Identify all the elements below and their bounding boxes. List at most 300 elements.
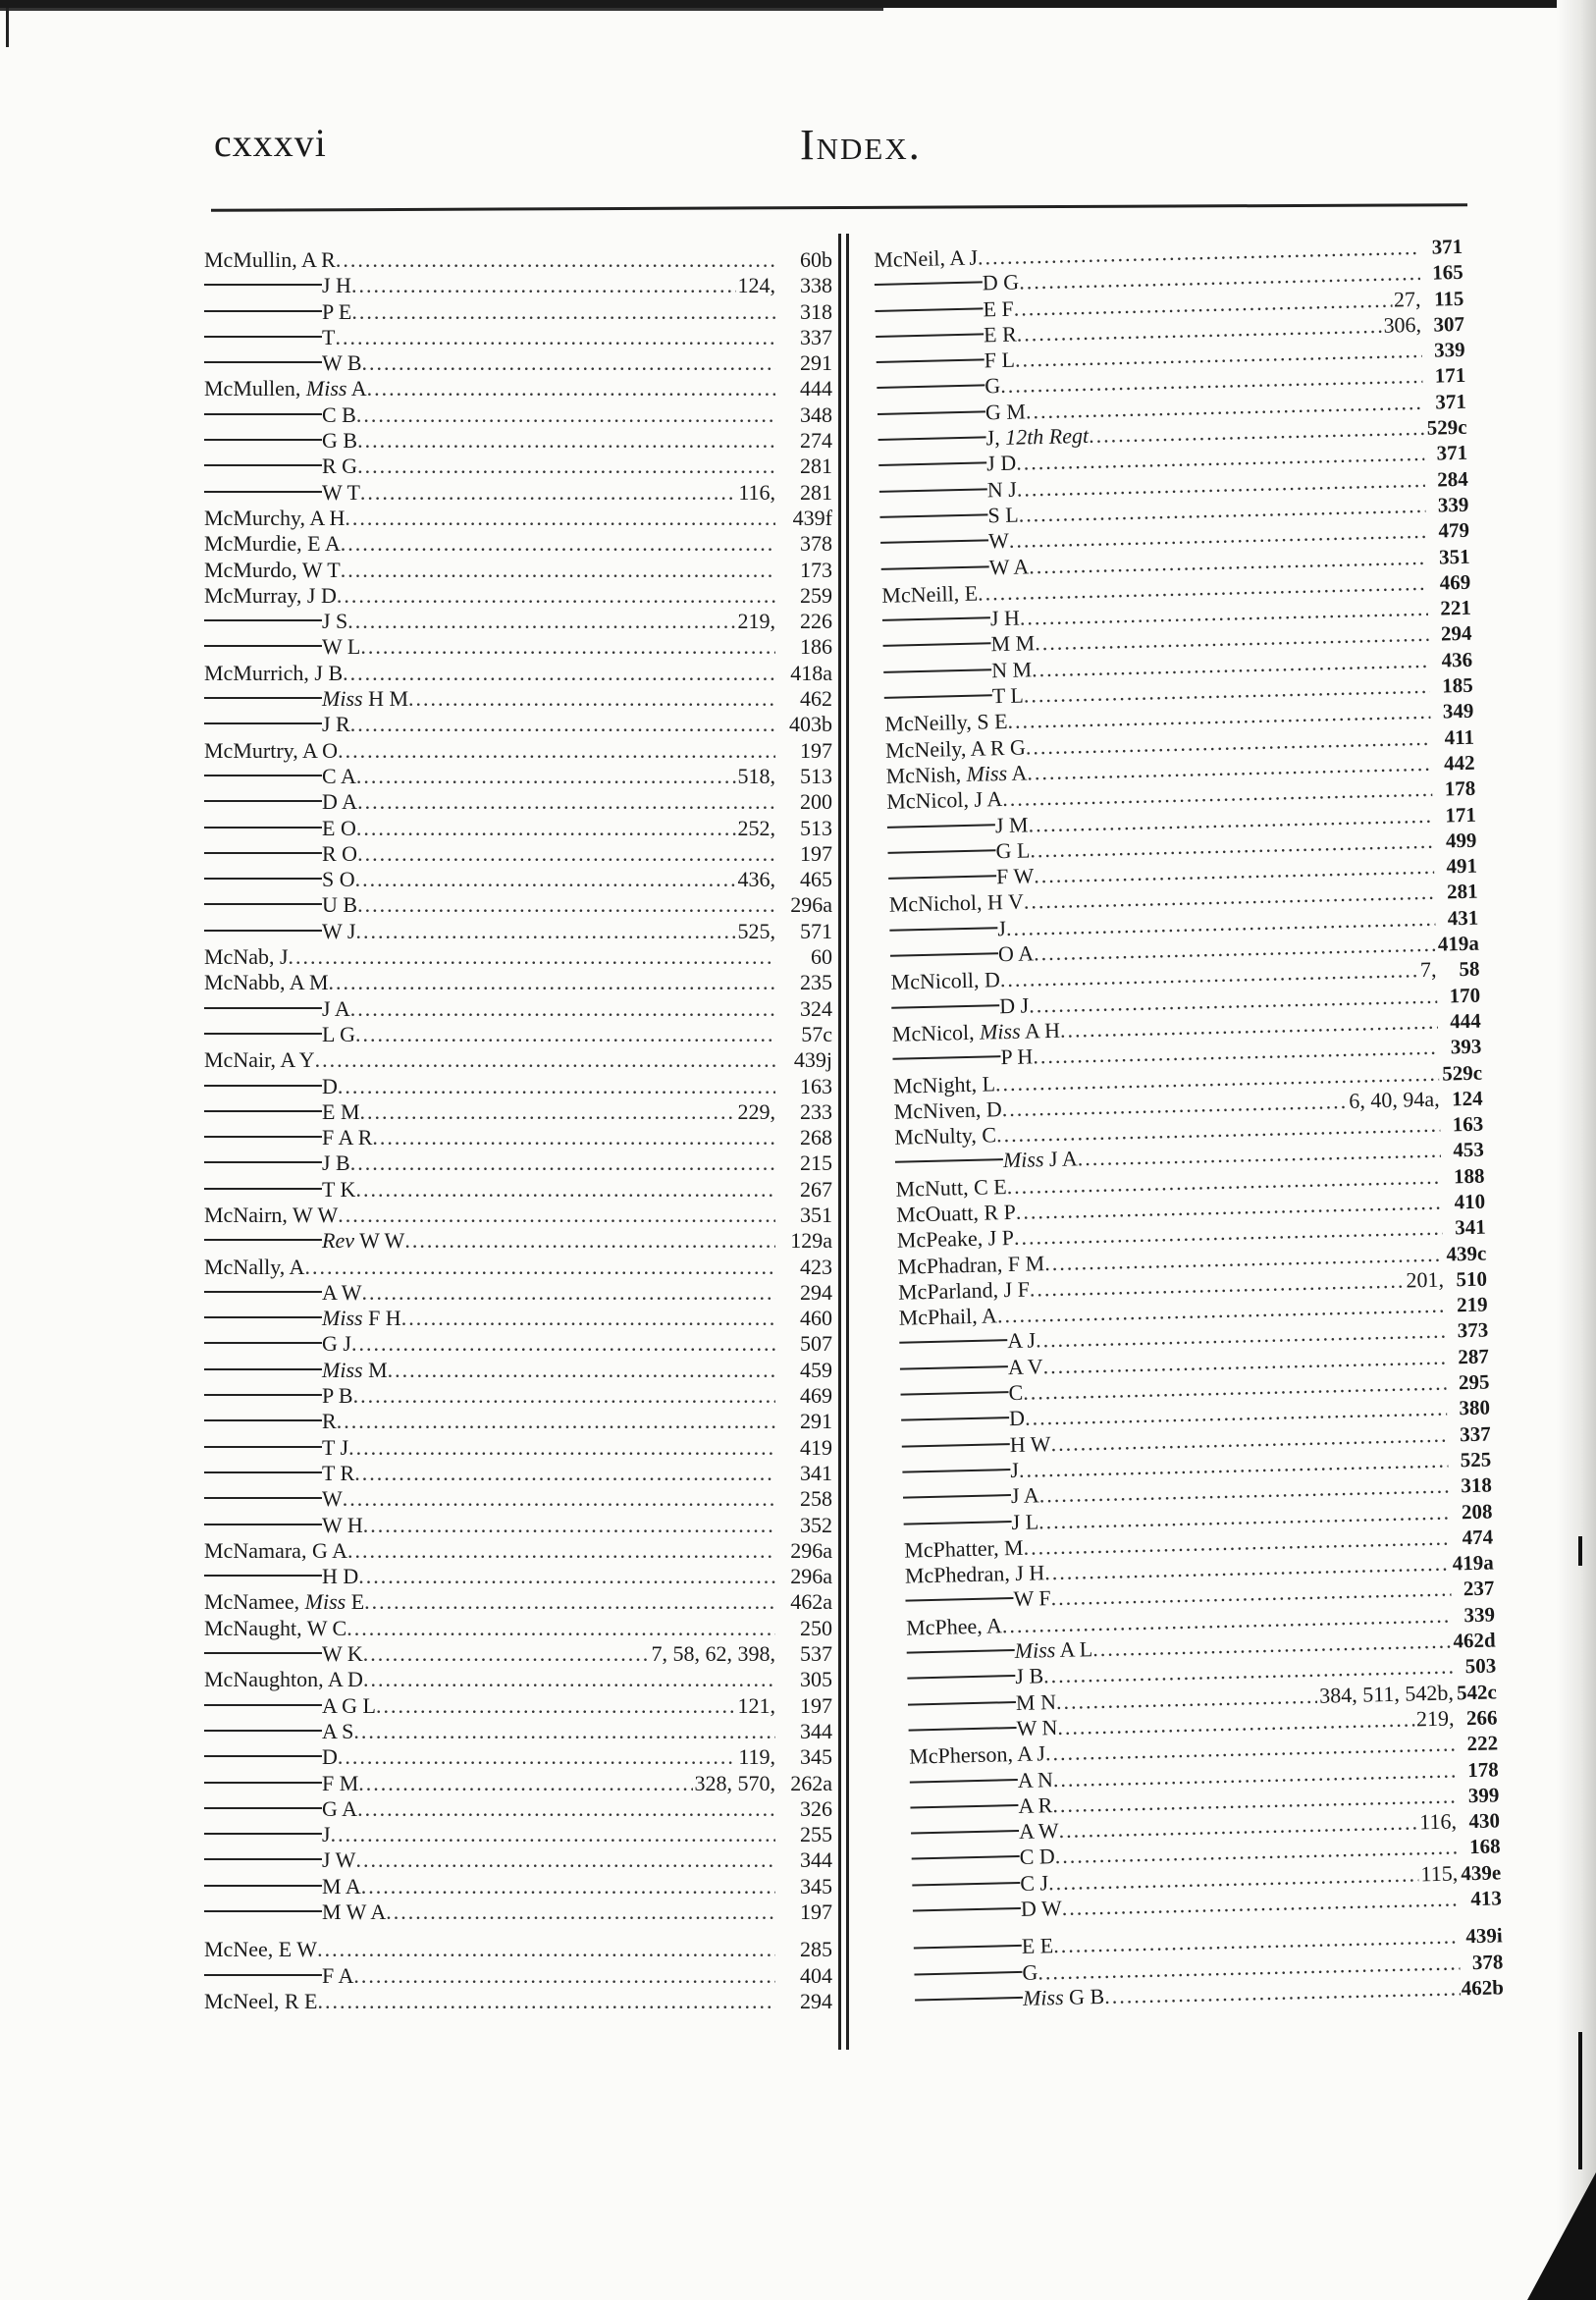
ditto-rule — [878, 410, 985, 415]
dot-leader — [338, 1074, 775, 1099]
entry-page: 351 — [800, 1202, 832, 1227]
entry-page: 262a — [790, 1770, 832, 1795]
index-entry — [204, 1203, 832, 1228]
index-entry — [204, 1022, 832, 1047]
entry-page: 60 — [811, 944, 832, 970]
ditto-rule — [912, 1882, 1020, 1887]
entry-page: 513 — [800, 815, 832, 840]
entry-page: 537 — [800, 1641, 832, 1667]
entry-extra-pages: 436, — [737, 867, 775, 892]
dot-leader — [351, 1331, 775, 1357]
entry-page: 281 — [800, 479, 832, 505]
index-entry — [204, 428, 832, 454]
entry-page: 525 — [1460, 1447, 1492, 1472]
binding-mark — [6, 8, 9, 47]
index-entry — [204, 1255, 832, 1280]
ditto-rule — [204, 645, 322, 647]
entry-name: U B — [322, 892, 358, 918]
entry-page: 349 — [1442, 699, 1474, 723]
entry-name: M N — [1015, 1688, 1057, 1715]
entry-page: 188 — [1453, 1163, 1485, 1189]
ditto-rule — [204, 310, 322, 312]
entry-name: Miss F H — [322, 1306, 401, 1331]
ditto-rule — [204, 878, 322, 880]
entry-page: 168 — [1468, 1834, 1501, 1859]
ditto-rule — [882, 616, 990, 621]
ditto-rule — [204, 930, 322, 932]
entry-page: 503 — [1464, 1653, 1497, 1679]
entry-page: 291 — [800, 1409, 832, 1434]
entry-page: 542c — [1456, 1680, 1498, 1705]
entry-extra-pages: 116, — [738, 479, 775, 505]
ditto-rule — [204, 439, 322, 441]
entry-name: J — [997, 915, 1007, 940]
dot-leader — [357, 841, 775, 867]
dot-leader — [360, 634, 775, 660]
entry-page: 404 — [800, 1962, 832, 1988]
entry-page: 344 — [800, 1718, 832, 1743]
entry-name: McNair, A Y — [204, 1047, 315, 1073]
binding-mark — [1578, 1536, 1582, 1566]
dot-leader — [343, 661, 775, 686]
entry-name: W — [987, 528, 1010, 554]
dot-leader — [355, 1022, 775, 1047]
dot-leader — [376, 1693, 736, 1719]
dot-leader — [331, 1822, 775, 1847]
entry-name: McPhail, A — [898, 1303, 998, 1330]
entry-page: 281 — [1446, 880, 1478, 904]
entry-page: 380 — [1459, 1395, 1491, 1420]
dot-leader — [345, 506, 775, 531]
entry-extra-pages: 201, — [1406, 1266, 1445, 1293]
entry-name: McMullen, Miss A — [204, 376, 367, 401]
ditto-rule — [204, 464, 322, 466]
dot-leader — [317, 1989, 775, 2014]
entry-page: 324 — [800, 995, 832, 1021]
ditto-rule — [879, 513, 987, 518]
entry-name: McMurray, J D — [204, 582, 337, 608]
entry-page: 453 — [1453, 1137, 1485, 1162]
index-entry — [204, 996, 832, 1022]
entry-page: 399 — [1467, 1783, 1500, 1807]
index-entry — [204, 480, 832, 506]
dot-leader — [357, 1796, 775, 1822]
ditto-rule — [204, 1575, 322, 1577]
index-entry — [204, 1744, 832, 1770]
entry-name: G J — [322, 1331, 351, 1357]
dot-leader — [289, 944, 775, 970]
ditto-rule — [204, 1524, 322, 1525]
entry-page: 499 — [1445, 828, 1477, 853]
dot-leader — [356, 764, 736, 789]
entry-page: 465 — [800, 867, 832, 892]
entry-name: McNaughton, A D — [204, 1667, 363, 1692]
index-entry — [204, 273, 832, 298]
entry-extra-pages: 124, — [737, 273, 775, 298]
dot-leader — [304, 1255, 775, 1280]
ditto-rule — [204, 1704, 322, 1706]
entry-name: E E — [1021, 1933, 1054, 1959]
ditto-rule — [904, 1521, 1012, 1525]
entry-name: McNish, Miss A — [885, 760, 1028, 788]
entry-name: C — [1008, 1379, 1024, 1406]
ditto-rule — [880, 540, 988, 545]
entry-page: 430 — [1468, 1808, 1501, 1834]
entry-name: McMullin, A R — [204, 247, 336, 272]
ditto-rule — [204, 1833, 322, 1835]
entry-page: 439i — [1465, 1923, 1503, 1949]
entry-page: 173 — [800, 557, 832, 582]
index-entry — [204, 1150, 832, 1176]
ditto-rule — [911, 1830, 1019, 1835]
entry-page: 371 — [1435, 389, 1467, 414]
index-entry — [204, 1383, 832, 1409]
entry-name: J S — [322, 609, 348, 634]
entry-extra-pages: 6, 40, 94a, — [1349, 1086, 1440, 1113]
index-entry — [204, 816, 832, 841]
ditto-rule — [878, 436, 986, 441]
index-entry — [204, 376, 832, 401]
entry-extra-pages: 121, — [737, 1692, 775, 1718]
entry-name: J B — [322, 1150, 350, 1176]
entry-name: F W — [995, 863, 1035, 889]
dot-leader — [347, 1538, 775, 1564]
ditto-rule — [912, 1855, 1020, 1860]
ditto-rule — [909, 1727, 1017, 1732]
entry-page: 178 — [1444, 776, 1476, 801]
entry-page: 339 — [1433, 338, 1465, 362]
entry-name: A W — [1018, 1818, 1059, 1845]
entry-name: C D — [1019, 1844, 1056, 1870]
entry-name: W L — [322, 634, 361, 660]
dot-leader — [353, 1719, 775, 1744]
entry-page: 284 — [1436, 466, 1468, 492]
index-entry — [204, 1989, 832, 2014]
index-entry — [204, 841, 832, 867]
entry-page: 291 — [800, 350, 832, 376]
ditto-rule — [204, 1807, 322, 1809]
entry-name: McNairn, W W — [204, 1202, 339, 1227]
entry-name: J — [1010, 1457, 1020, 1483]
index-entry — [204, 558, 832, 583]
dot-leader — [337, 1409, 775, 1434]
header-rule — [211, 203, 1467, 212]
entry-name: W A — [988, 553, 1030, 579]
entry-name: A R — [1018, 1792, 1053, 1818]
entry-name: P E — [322, 298, 352, 324]
entry-page: 222 — [1466, 1731, 1499, 1756]
entry-page: 344 — [800, 1847, 832, 1873]
dot-leader — [329, 970, 776, 995]
ditto-rule — [204, 1342, 322, 1344]
entry-page: 259 — [800, 582, 832, 608]
index-entry — [204, 892, 832, 918]
entry-name: S L — [987, 502, 1019, 528]
entry-page: 124 — [1451, 1086, 1483, 1111]
index-column-right — [874, 234, 1504, 2014]
ditto-rule — [910, 1804, 1018, 1809]
ditto-rule — [913, 1907, 1021, 1912]
ditto-rule — [204, 722, 322, 724]
entry-name: N M — [990, 657, 1033, 683]
index-entry — [204, 583, 832, 609]
entry-page: 436 — [1441, 647, 1473, 672]
index-entry — [204, 1771, 832, 1796]
index-entry — [204, 1409, 832, 1434]
entry-page: 197 — [800, 1899, 832, 1924]
entry-page: 258 — [800, 1486, 832, 1512]
page-edge-shadow — [1557, 0, 1596, 2300]
entry-extra-pages: 219, — [1415, 1705, 1455, 1732]
entry-name: T R — [322, 1460, 355, 1485]
dot-leader — [351, 299, 775, 325]
ditto-rule — [889, 927, 997, 932]
entry-page: 226 — [800, 609, 832, 634]
ditto-rule — [204, 284, 322, 286]
entry-page: 339 — [1437, 492, 1469, 517]
entry-page: 115 — [1433, 286, 1464, 311]
entry-page: 215 — [800, 1150, 832, 1176]
ditto-rule — [204, 827, 322, 829]
entry-page: 462b — [1461, 1975, 1505, 2001]
dot-leader — [343, 1486, 775, 1512]
entry-name: R O — [322, 840, 358, 866]
entry-name: McMurdie, E A — [204, 531, 341, 557]
ditto-rule — [204, 1188, 322, 1190]
index-entry — [204, 247, 832, 273]
entry-page: 296a — [790, 1537, 832, 1563]
entry-name: McNeily, A R G — [884, 734, 1027, 763]
index-entry — [204, 299, 832, 325]
entry-extra-pages: 27, — [1393, 286, 1421, 312]
dot-leader — [362, 1280, 775, 1306]
entry-name: McPherson, A J — [908, 1740, 1046, 1769]
entry-page: 571 — [800, 918, 832, 943]
ditto-rule — [881, 565, 989, 570]
entry-name: D A — [322, 789, 358, 815]
entry-extra-pages: 518, — [737, 763, 775, 788]
entry-name: McNight, L — [892, 1070, 996, 1098]
entry-page: 268 — [800, 1125, 832, 1150]
index-entry — [204, 1693, 832, 1719]
ditto-rule — [888, 875, 996, 880]
ditto-rule — [204, 336, 322, 338]
entry-extra-pages: 7, — [1419, 957, 1437, 983]
ditto-rule — [875, 307, 983, 312]
entry-name: G B — [322, 428, 358, 454]
entry-page: 529c — [1441, 1060, 1483, 1086]
ditto-rule — [204, 775, 322, 776]
entry-page: 431 — [1447, 905, 1479, 931]
dot-leader — [357, 454, 775, 479]
entry-name: E F — [983, 295, 1014, 321]
entry-name: C A — [322, 763, 356, 788]
entry-name: J L — [1011, 1508, 1039, 1534]
dot-leader — [361, 1874, 775, 1899]
dot-leader — [372, 1125, 775, 1150]
entry-name: McPhadran, F M — [897, 1250, 1045, 1279]
entry-name: F A — [322, 1962, 354, 1988]
dot-leader — [355, 919, 735, 944]
entry-page: 529c — [1426, 414, 1467, 440]
dot-leader — [355, 1177, 775, 1203]
entry-name: Rev W W — [322, 1228, 405, 1254]
entry-page: 129a — [790, 1228, 832, 1254]
index-entry — [204, 1847, 832, 1873]
entry-page: 419a — [1437, 931, 1480, 956]
entry-page: 296a — [790, 1564, 832, 1589]
ditto-rule — [901, 1391, 1009, 1396]
entry-name: S O — [322, 867, 355, 892]
entry-name: M M — [990, 630, 1036, 657]
dot-leader — [350, 996, 775, 1022]
entry-name: O A — [997, 940, 1035, 967]
entry-name: H D — [322, 1564, 359, 1589]
ditto-rule — [879, 488, 987, 493]
index-entry — [204, 1177, 832, 1203]
index-entry — [204, 944, 832, 970]
entry-page: 479 — [1438, 518, 1470, 543]
entry-name: F A R — [322, 1125, 373, 1150]
entry-name: G L — [995, 837, 1031, 864]
ditto-rule — [891, 1004, 999, 1009]
dot-leader — [353, 1963, 775, 1989]
entry-page: 197 — [800, 1692, 832, 1718]
entry-page: 296a — [790, 892, 832, 918]
index-entry — [204, 1306, 832, 1331]
entry-name: G — [1022, 1959, 1038, 1985]
entry-page: 513 — [800, 763, 832, 788]
entry-name: F M — [322, 1770, 359, 1795]
entry-page: 287 — [1458, 1344, 1490, 1369]
ditto-rule — [204, 1085, 322, 1087]
index-entry — [204, 1538, 832, 1564]
entry-name: McNicol, Miss A H — [891, 1017, 1061, 1046]
entry-page: 341 — [800, 1460, 832, 1485]
entry-page: 419 — [800, 1434, 832, 1460]
entry-name: A S — [322, 1718, 354, 1743]
index-entry — [204, 1564, 832, 1589]
index-entry — [204, 867, 832, 892]
entry-name: A V — [1007, 1354, 1043, 1379]
ditto-rule — [204, 697, 322, 699]
index-entry — [204, 1280, 832, 1306]
entry-page: 185 — [1441, 672, 1473, 698]
entry-name: McNiven, D — [893, 1096, 1002, 1124]
index-entry — [204, 1899, 832, 1925]
dot-leader — [363, 1667, 775, 1692]
entry-name: E M — [322, 1098, 360, 1124]
index-entry — [204, 1331, 832, 1357]
dot-leader — [364, 1589, 775, 1615]
dot-leader — [350, 712, 775, 737]
ditto-rule — [901, 1417, 1009, 1421]
index-entry — [204, 1228, 832, 1254]
ditto-rule — [915, 1997, 1023, 2002]
entry-page: 338 — [800, 273, 832, 298]
entry-name: T J — [322, 1434, 349, 1460]
entry-name: W T — [322, 479, 360, 505]
entry-name: McPhatter, M — [903, 1534, 1024, 1563]
entry-extra-pages: 525, — [737, 918, 775, 943]
entry-page: 58 — [1459, 956, 1480, 982]
dot-leader — [335, 325, 775, 350]
entry-name: McNeil, A J — [874, 244, 979, 272]
entry-page: 318 — [1461, 1472, 1493, 1498]
entry-name: D — [322, 1744, 338, 1770]
ditto-rule — [204, 1316, 322, 1318]
entry-page: 337 — [1459, 1421, 1491, 1446]
entry-extra-pages: 119, — [738, 1744, 775, 1770]
entry-name: A G L — [322, 1692, 376, 1718]
entry-page: 186 — [800, 634, 832, 660]
entry-name: McNeill, E — [881, 580, 979, 608]
index-entry — [204, 325, 832, 350]
index-entry — [204, 1874, 832, 1899]
entry-page: 305 — [800, 1667, 832, 1692]
entry-page: 285 — [800, 1937, 832, 1962]
entry-name: W K — [322, 1641, 363, 1667]
dot-leader — [338, 1744, 736, 1770]
ditto-rule — [883, 669, 991, 673]
ditto-rule — [204, 800, 322, 802]
index-entry — [204, 506, 832, 531]
dot-leader — [404, 1228, 775, 1254]
ditto-rule — [910, 1778, 1018, 1783]
ditto-rule — [204, 1239, 322, 1241]
dot-leader — [353, 1383, 775, 1409]
entry-page: 507 — [800, 1331, 832, 1357]
entry-name: W B — [322, 350, 362, 376]
entry-page: 411 — [1444, 724, 1475, 750]
entry-name: R — [322, 1409, 337, 1434]
entry-name: McNichol, H V — [888, 889, 1025, 918]
entry-name: R G — [322, 454, 358, 479]
page-number: cxxxvi — [214, 121, 327, 165]
entry-name: Miss A L — [1014, 1636, 1093, 1664]
ditto-rule — [914, 1971, 1022, 1976]
ditto-rule — [875, 282, 983, 287]
entry-name: D G — [982, 269, 1020, 295]
dot-leader — [358, 1771, 692, 1796]
page-top-border-shadow — [0, 8, 883, 11]
dot-leader — [401, 1306, 775, 1331]
entry-page: 442 — [1443, 750, 1475, 776]
dot-leader — [346, 1616, 775, 1641]
entry-name: McMurtry, A O — [204, 737, 339, 763]
entry-extra-pages: 116, — [1418, 1808, 1458, 1835]
entry-name: J M — [994, 811, 1029, 837]
entry-page: 474 — [1462, 1524, 1494, 1550]
ditto-rule — [204, 1910, 322, 1912]
entry-page: 462d — [1453, 1628, 1496, 1653]
index-entry — [204, 919, 832, 944]
index-entry — [204, 1641, 832, 1667]
index-entry — [204, 686, 832, 712]
ditto-rule — [890, 952, 998, 957]
entry-name: McMurdo, W T — [204, 557, 341, 582]
entry-name: McParland, J F — [897, 1276, 1031, 1305]
section-gap — [204, 1925, 832, 1937]
ditto-rule — [902, 1443, 1010, 1448]
entry-page: 371 — [1431, 234, 1463, 259]
entry-name: J H — [989, 605, 1021, 631]
entry-name: J D — [985, 451, 1017, 476]
entry-name: J A — [1010, 1482, 1040, 1509]
index-entry — [204, 1589, 832, 1615]
ditto-rule — [887, 824, 995, 829]
entry-name: D J — [998, 992, 1030, 1018]
